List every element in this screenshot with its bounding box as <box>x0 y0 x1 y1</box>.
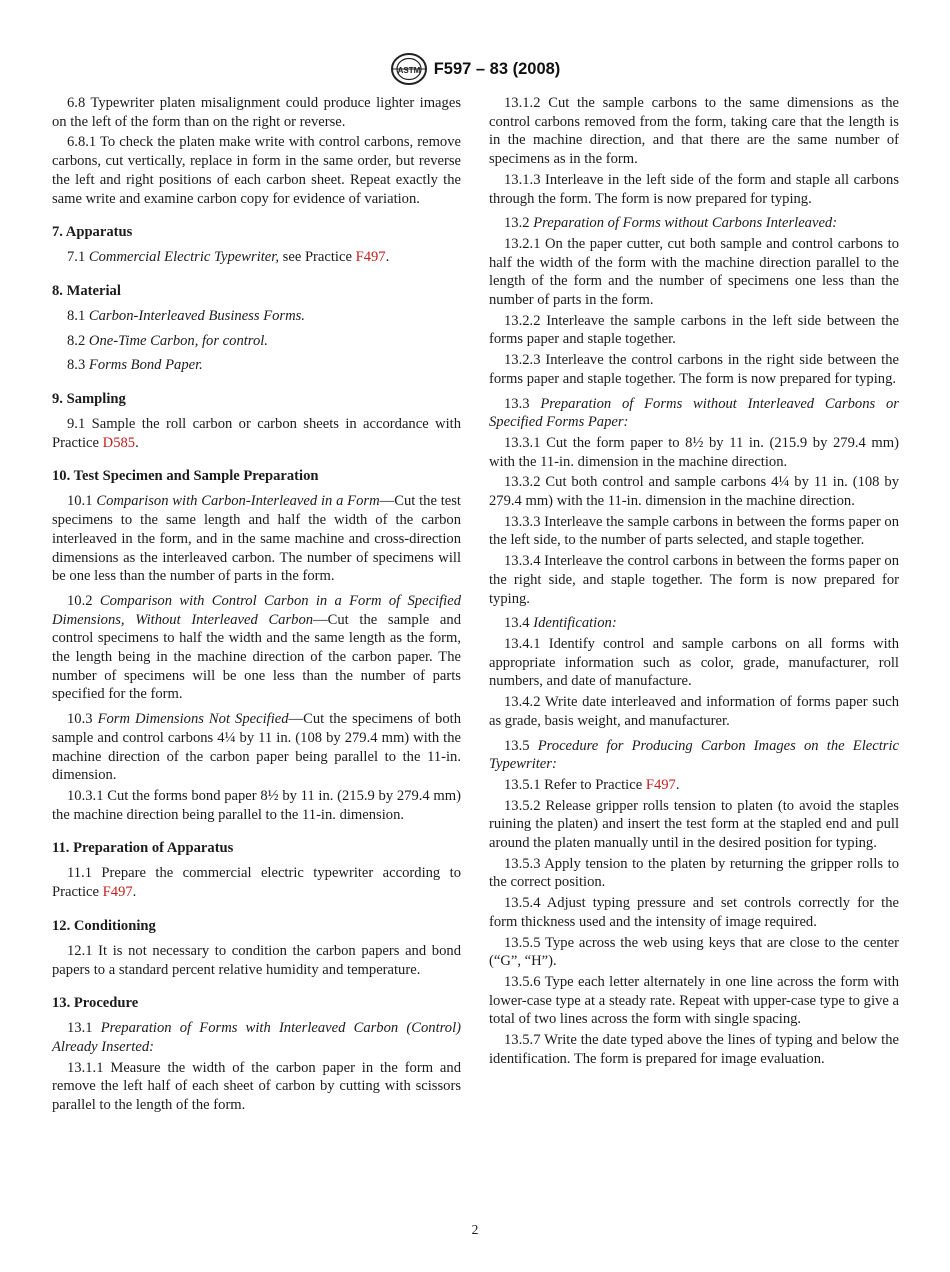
paragraph-9-1: 9.1 Sample the roll carbon or carbon sheets in accordance with Practice D585. <box>52 416 461 451</box>
paragraph-10-3: 10.3 Form Dimensions Not Specified—Cut the specimens of both sample and control carbons 4¼ by 11 in. (108 by 279.4 mm) with the machine direction of the carbon paper being parallel to the 11-in. dimension. <box>52 711 461 784</box>
paragraph-13-3: 13.3 Preparation of Forms without Interleaved Carbons or Specified Forms Paper: <box>489 395 899 431</box>
paragraph-6-8: 6.8 Typewriter platen misalignment could produce lighter images on the left of the form than on the right or reverse. <box>52 95 461 130</box>
paragraph-13-1: 13.1 Preparation of Forms with Interleaved Carbon (Control) Already Inserted: <box>52 1020 461 1055</box>
paragraph-13-5-3: 13.5.3 Apply tension to the platen by returning the gripper rolls to the correct position. <box>489 855 899 891</box>
astm-logo-icon <box>390 52 428 86</box>
paragraph-8-2: 8.2 One-Time Carbon, for control. <box>67 332 268 349</box>
paragraph-13-5-2: 13.5.2 Release gripper rolls tension to platen (to avoid the staples ruining the platen) and insert the test form at the stapled end and pull around the platen manually until in the desired position for typing. <box>489 797 899 852</box>
paragraph-13-2-1: 13.2.1 On the paper cutter, cut both sample and control carbons to half the width of the form with the machine direction parallel to the length of the form and the number of specimens one less than the number of parts in the form. <box>489 235 899 309</box>
section-heading-apparatus: 7. Apparatus <box>52 224 133 241</box>
paragraph-13-3-3: 13.3.3 Interleave the sample carbons in between the forms paper on the left side, to the number of parts selected, and staple together. <box>489 513 899 549</box>
paragraph-13-4-2: 13.4.2 Write date interleaved and information of forms paper such as grade, basis weight, and manufacturer. <box>489 694 899 729</box>
paragraph-8-1: 8.1 Carbon-Interleaved Business Forms. <box>67 307 305 324</box>
paragraph-7-1: 7.1 Commercial Electric Typewriter, see Practice F497. <box>67 249 390 266</box>
paragraph-10-1: 10.1 Comparison with Carbon-Interleaved in a Form—Cut the test specimens to the same length and half the width of the carbon interleaved in the form, and in the same machine and cross-direction dimensions as the interleaved carbon. The number of specimens will be one less than the number of parts in the form. <box>52 493 461 585</box>
paragraph-10-2: 10.2 Comparison with Control Carbon in a Form of Specified Dimensions, Without Interleaved Carbon—Cut the sample and control specimens to half the width and the same length as the form, the length being in the machine direction of the carbon paper. The number of specimens will be one less than the number of parts specified for the form. <box>52 592 461 703</box>
reference-link-d585[interactable]: D585 <box>102 434 136 451</box>
paragraph-13-3-2: 13.3.2 Cut both control and sample carbons 4¼ by 11 in. (108 by 279.4 mm) with the 11-in. dimension in the machine direction. <box>489 474 899 510</box>
paragraph-13-1-1: 13.1.1 Measure the width of the carbon paper in the form and remove the left half of each sheet of carbon by cutting with scissors parallel to the length of the form. <box>52 1059 461 1114</box>
paragraph-13-4: 13.4 Identification: <box>504 615 617 632</box>
section-heading-conditioning: 12. Conditioning <box>52 917 156 934</box>
paragraph-13-1-2: 13.1.2 Cut the sample carbons to the same dimensions as the control carbons removed from the form, taking care that the length is in the machine direction, and that there are the same number of specimens as in the form. <box>489 95 899 168</box>
paragraph-8-3: 8.3 Forms Bond Paper. <box>67 357 203 374</box>
standard-designation: F597 – 83 (2008) <box>433 59 561 78</box>
paragraph-13-5-4: 13.5.4 Adjust typing pressure and set controls correctly for the form thickness used and the intensity of image required. <box>489 895 899 930</box>
reference-link-f497[interactable]: F497 <box>355 249 386 266</box>
paragraph-13-2: 13.2 Preparation of Forms without Carbons Interleaved: <box>504 215 838 232</box>
paragraph-13-5-1: 13.5.1 Refer to Practice F497. <box>504 776 680 793</box>
logo-lettering: ASTM <box>397 66 421 75</box>
paragraph-13-4-1: 13.4.1 Identify control and sample carbons on all forms with appropriate information such as color, grade, manufacturer, roll numbers, and date of manufacture. <box>489 635 899 690</box>
paragraph-6-8-1: 6.8.1 To check the platen make write with control carbons, remove carbons, cut vertically, replace in form in the same order, but reverse the left and right positions of each carbon sheet. Repeat exactly the same write and examine carbon copy for evidence of variation. <box>52 134 461 207</box>
paragraph-13-5: 13.5 Procedure for Producing Carbon Images on the Electric Typewriter: <box>489 737 899 773</box>
section-heading-test-specimen: 10. Test Specimen and Sample Preparation <box>52 468 319 485</box>
paragraph-13-3-4: 13.3.4 Interleave the control carbons in between the forms paper on the right side, and staple together. The form is now prepared for typing. <box>489 553 899 607</box>
paragraph-13-2-3: 13.2.3 Interleave the control carbons in the right side between the forms paper and staple together. The form is now prepared for typing. <box>489 352 899 387</box>
reference-link-f497[interactable]: F497 <box>645 776 676 793</box>
paragraph-10-3-1: 10.3.1 Cut the forms bond paper 8½ by 11 in. (215.9 by 279.4 mm) the machine direction being parallel to the 11-in. dimension. <box>52 787 461 823</box>
paragraph-11-1: 11.1 Prepare the commercial electric typewriter according to Practice F497. <box>52 865 461 901</box>
paragraph-13-1-3: 13.1.3 Interleave in the left side of the form and staple all carbons through the form. The form is now prepared for typing. <box>489 171 899 207</box>
paragraph-13-2-2: 13.2.2 Interleave the sample carbons in the left side between the forms paper and staple together. <box>489 312 899 348</box>
paragraph-12-1: 12.1 It is not necessary to condition the carbon papers and bond papers to a standard percent relative humidity and temperature. <box>52 942 461 978</box>
section-heading-procedure: 13. Procedure <box>52 995 139 1012</box>
right-column <box>489 94 899 1070</box>
page-header <box>0 52 950 86</box>
paragraph-13-5-7: 13.5.7 Write the date typed above the lines of typing and below the identification. The form is prepared for image evaluation. <box>489 1032 899 1067</box>
left-column <box>52 94 461 1117</box>
section-heading-sampling: 9. Sampling <box>52 391 126 408</box>
page-number: 2 <box>471 1222 479 1237</box>
paragraph-13-5-5: 13.5.5 Type across the web using keys that are close to the center (“G”, “H”). <box>489 934 899 970</box>
reference-link-f497[interactable]: F497 <box>102 884 133 901</box>
paragraph-13-3-1: 13.3.1 Cut the form paper to 8½ by 11 in. (215.9 by 279.4 mm) with the 11-in. dimension in the machine direction. <box>489 434 899 470</box>
section-heading-preparation-apparatus: 11. Preparation of Apparatus <box>52 840 234 857</box>
section-heading-material: 8. Material <box>52 282 121 299</box>
paragraph-13-5-6: 13.5.6 Type each letter alternately in one line across the form with lower-case type at a steady rate. Repeat with upper-case type to give a total of two lines across the form with single spacing. <box>489 973 899 1028</box>
